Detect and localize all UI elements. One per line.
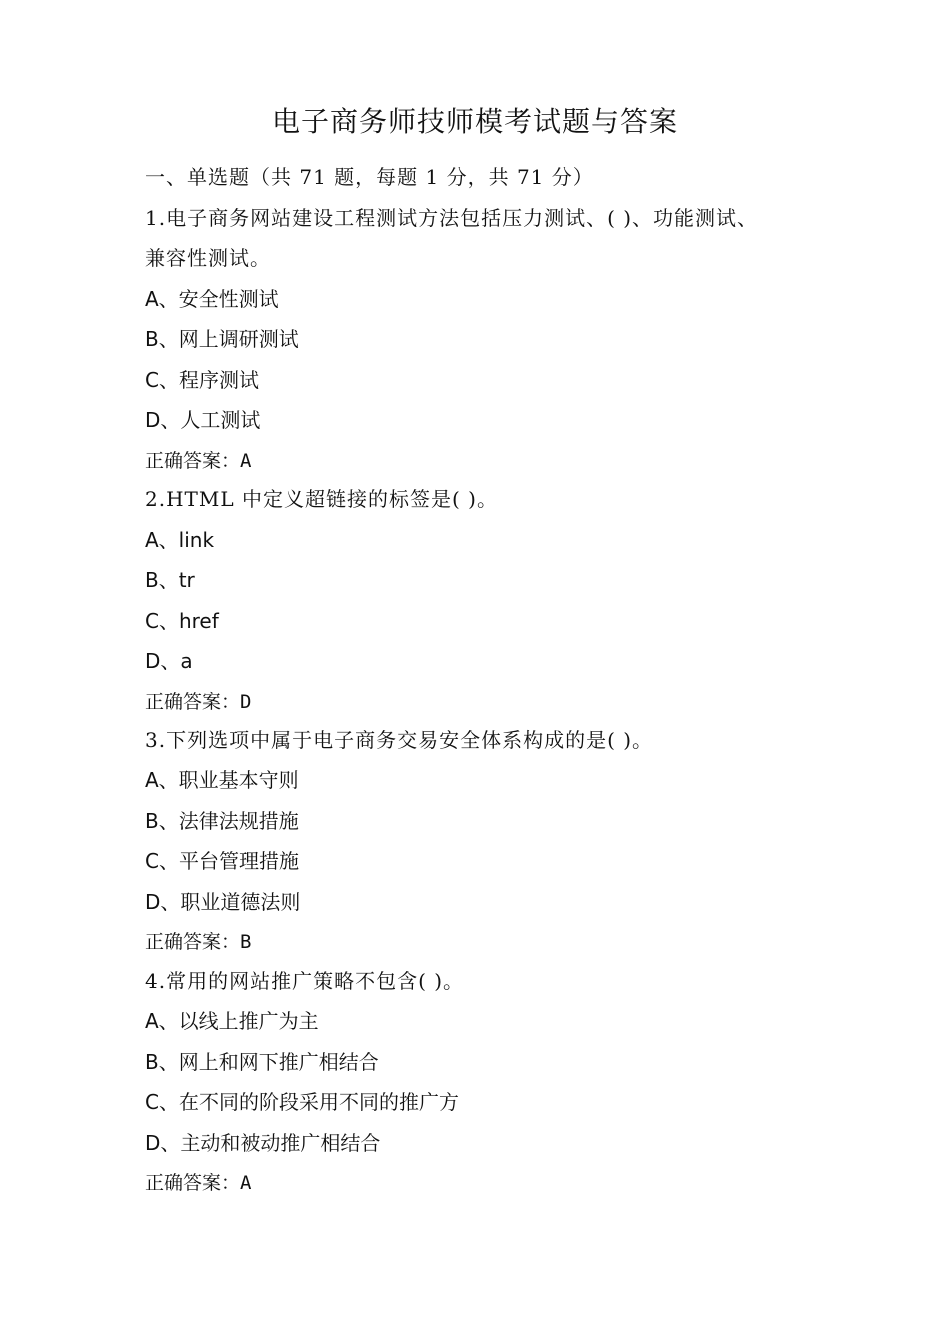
question-2-option-c: C、href: [145, 609, 219, 633]
question-4-stem-line-1: 4.常用的网站推广策略不包含( )。: [145, 969, 465, 993]
question-1-option-d: D、人工测试: [145, 408, 261, 432]
question-3-option-a: A、职业基本守则: [145, 768, 299, 792]
question-2-option-d: D、a: [145, 649, 193, 673]
question-3-answer: 正确答案：B: [145, 931, 252, 953]
question-2-option-a: A、link: [145, 528, 215, 552]
question-1-stem-line-1: 1.电子商务网站建设工程测试方法包括压力测试、( )、功能测试、: [145, 206, 759, 230]
question-4-option-a: A、以线上推广为主: [145, 1009, 319, 1033]
question-3-option-b: B、法律法规措施: [145, 809, 299, 833]
question-4-option-b: B、网上和网下推广相结合: [145, 1050, 379, 1074]
question-2-stem-line-1: 2.HTML 中定义超链接的标签是( )。: [145, 487, 498, 511]
section-heading: 一、单选题（共 71 题，每题 1 分，共 71 分）: [145, 165, 594, 189]
question-4-option-d: D、主动和被动推广相结合: [145, 1131, 381, 1155]
document-title: 电子商务师技师模考试题与答案: [271, 105, 678, 138]
question-1-answer: 正确答案：A: [145, 450, 252, 472]
question-4-answer: 正确答案：A: [145, 1172, 252, 1194]
question-4-option-c: C、在不同的阶段采用不同的推广方: [145, 1090, 459, 1114]
question-3-stem-line-1: 3.下列选项中属于电子商务交易安全体系构成的是( )。: [145, 728, 654, 752]
question-1-option-a: A、安全性测试: [145, 287, 279, 311]
question-3-option-c: C、平台管理措施: [145, 849, 299, 873]
question-1-option-b: B、网上调研测试: [145, 327, 299, 351]
question-2-answer: 正确答案：D: [145, 691, 252, 713]
question-1-option-c: C、程序测试: [145, 368, 259, 392]
question-2-option-b: B、tr: [145, 568, 195, 592]
question-1-stem-line-2: 兼容性测试。: [145, 246, 271, 270]
question-3-option-d: D、职业道德法则: [145, 890, 301, 914]
